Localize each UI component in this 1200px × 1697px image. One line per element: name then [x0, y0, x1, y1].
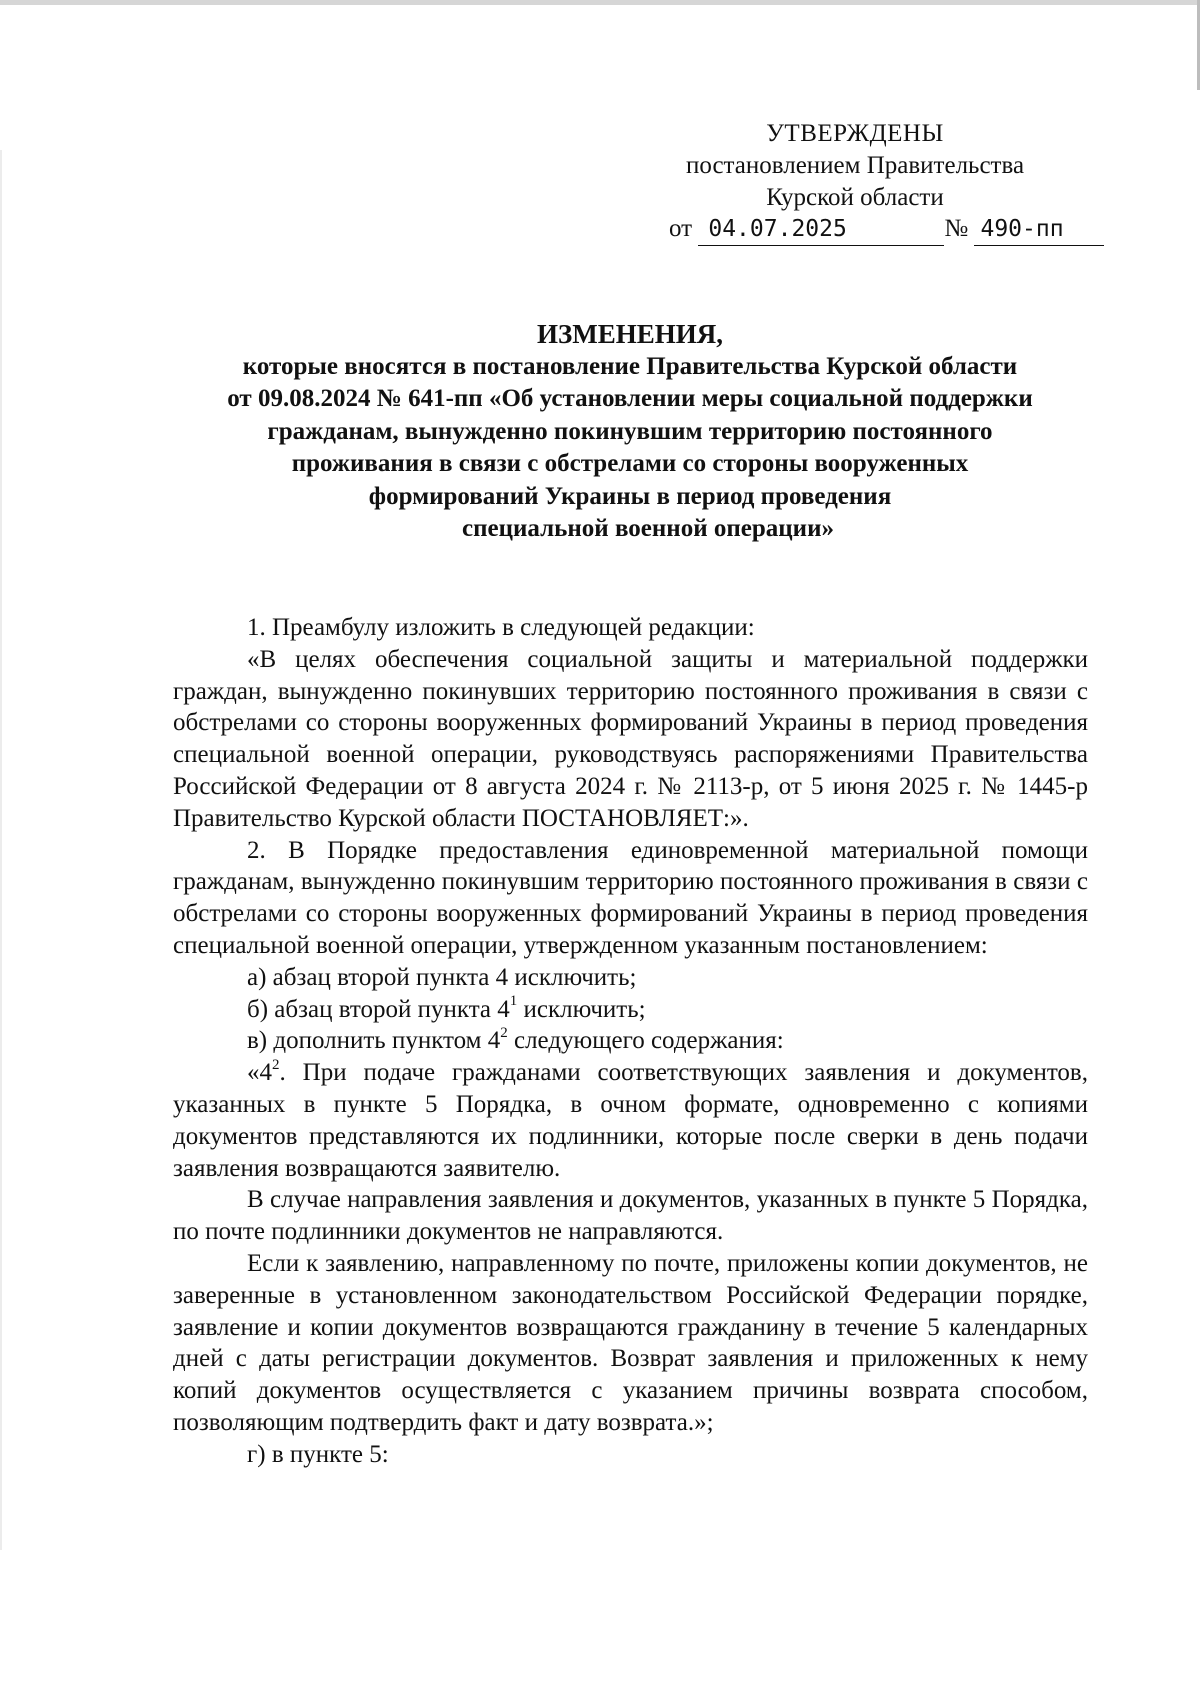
- paragraph-6-tail: следующего содержания:: [507, 1027, 784, 1055]
- paragraph-7-sup: 2: [272, 1056, 280, 1073]
- paragraph-5: [173, 994, 1088, 1026]
- paragraph-1: 1. Преамбулу изложить в следующей редакции:: [247, 614, 755, 641]
- paragraph-5-text: б) абзац второй пункта 4: [247, 995, 510, 1023]
- scan-edge-left: [0, 150, 2, 1550]
- paragraph-7: [173, 1057, 1088, 1184]
- approval-line-2: постановлением Правительства: [685, 152, 1025, 179]
- paragraph-5-tail: исключить;: [517, 995, 646, 1023]
- paragraph-5-sup: 1: [509, 993, 518, 1010]
- approval-word: УТВЕРЖДЕНЫ: [766, 120, 944, 147]
- title-line-6: специальной военной операции»: [462, 515, 834, 542]
- paragraph-4: а) абзац второй пункта 4 исключить;: [247, 963, 637, 991]
- paragraph-9: Если к заявлению, направленному по почте, приложены копии документов, не заверенные в установленном законодательством Российской Федерации порядке, заявление и копии документов возвращаются гражданину в течение 5 календарных дней с даты регистрации документов. Возврат заявления и приложенных к нему копий документов осуществляется с указанием причины возврата способом, позволяющим подтвердить факт и дату возврата.»;: [173, 1249, 1088, 1436]
- approval-line-3: Курской области: [766, 184, 944, 211]
- scan-edge-top: [0, 0, 1200, 5]
- document-title: [170, 318, 1090, 546]
- paragraph-2: «В целях обеспечения социальной защиты и материальной поддержки граждан, вынужденно покинувших территорию постоянного проживания в связи с обстрелами со стороны вооруженных формирований Украины в период проведения специальной военной операции, руководствуясь распоряжениями Правительства Российской Федерации от 8 августа 2024 г. № 2113-р, от 5 июня 2025 г. № 1445-р Правительство Курской области ПОСТАНОВЛЯЕТ:».: [173, 645, 1088, 832]
- paragraph-7-tail: . При подаче гражданами соответствующих заявления и документов, указанных в пункте 5 Порядка, в очном формате, одновременно с копиями документов представляются их подлинники, которые после сверки в день подачи заявления возвращаются заявителю.: [173, 1059, 1088, 1182]
- paragraph-10: г) в пункте 5:: [247, 1440, 389, 1468]
- paragraph-8: В случае направления заявления и документов, указанных в пункте 5 Порядка, по почте подлинники документов не направляются.: [173, 1186, 1088, 1246]
- title-main: ИЗМЕНЕНИЯ,: [536, 319, 723, 349]
- paragraph-6: [173, 1025, 1088, 1057]
- paragraph-6-sup: 2: [500, 1025, 508, 1042]
- date-prefix: от: [669, 215, 693, 242]
- document-body: [173, 612, 1088, 1471]
- approval-number: 490-пп: [974, 213, 1104, 246]
- number-label: №: [944, 215, 969, 242]
- paragraph-7-text: «4: [247, 1059, 272, 1087]
- title-line-5: формирований Украины в период проведения: [368, 482, 892, 510]
- paragraph-6-text: в) дополнить пунктом 4: [247, 1027, 501, 1055]
- title-line-3: гражданам, вынужденно покинувшим территорию постоянного: [267, 417, 993, 445]
- approval-date: 04.07.2025: [698, 213, 944, 246]
- title-line-1: которые вносятся в постановление Правительства Курской области: [242, 352, 1018, 380]
- approval-date-line: [669, 213, 1089, 246]
- title-line-2: от 09.08.2024 № 641-пп «Об установлении меры социальной поддержки: [227, 385, 1033, 412]
- title-line-4: проживания в связи с обстрелами со стороны вооруженных: [291, 450, 969, 477]
- paragraph-3: 2. В Порядке предоставления единовременной материальной помощи гражданам, вынужденно покинувшим территорию постоянного проживания в связи с обстрелами со стороны вооруженных формирований Украины в период проведения специальной военной операции, утвержденном указанным постановлением:: [173, 836, 1088, 959]
- approval-stamp-block: [640, 118, 1070, 214]
